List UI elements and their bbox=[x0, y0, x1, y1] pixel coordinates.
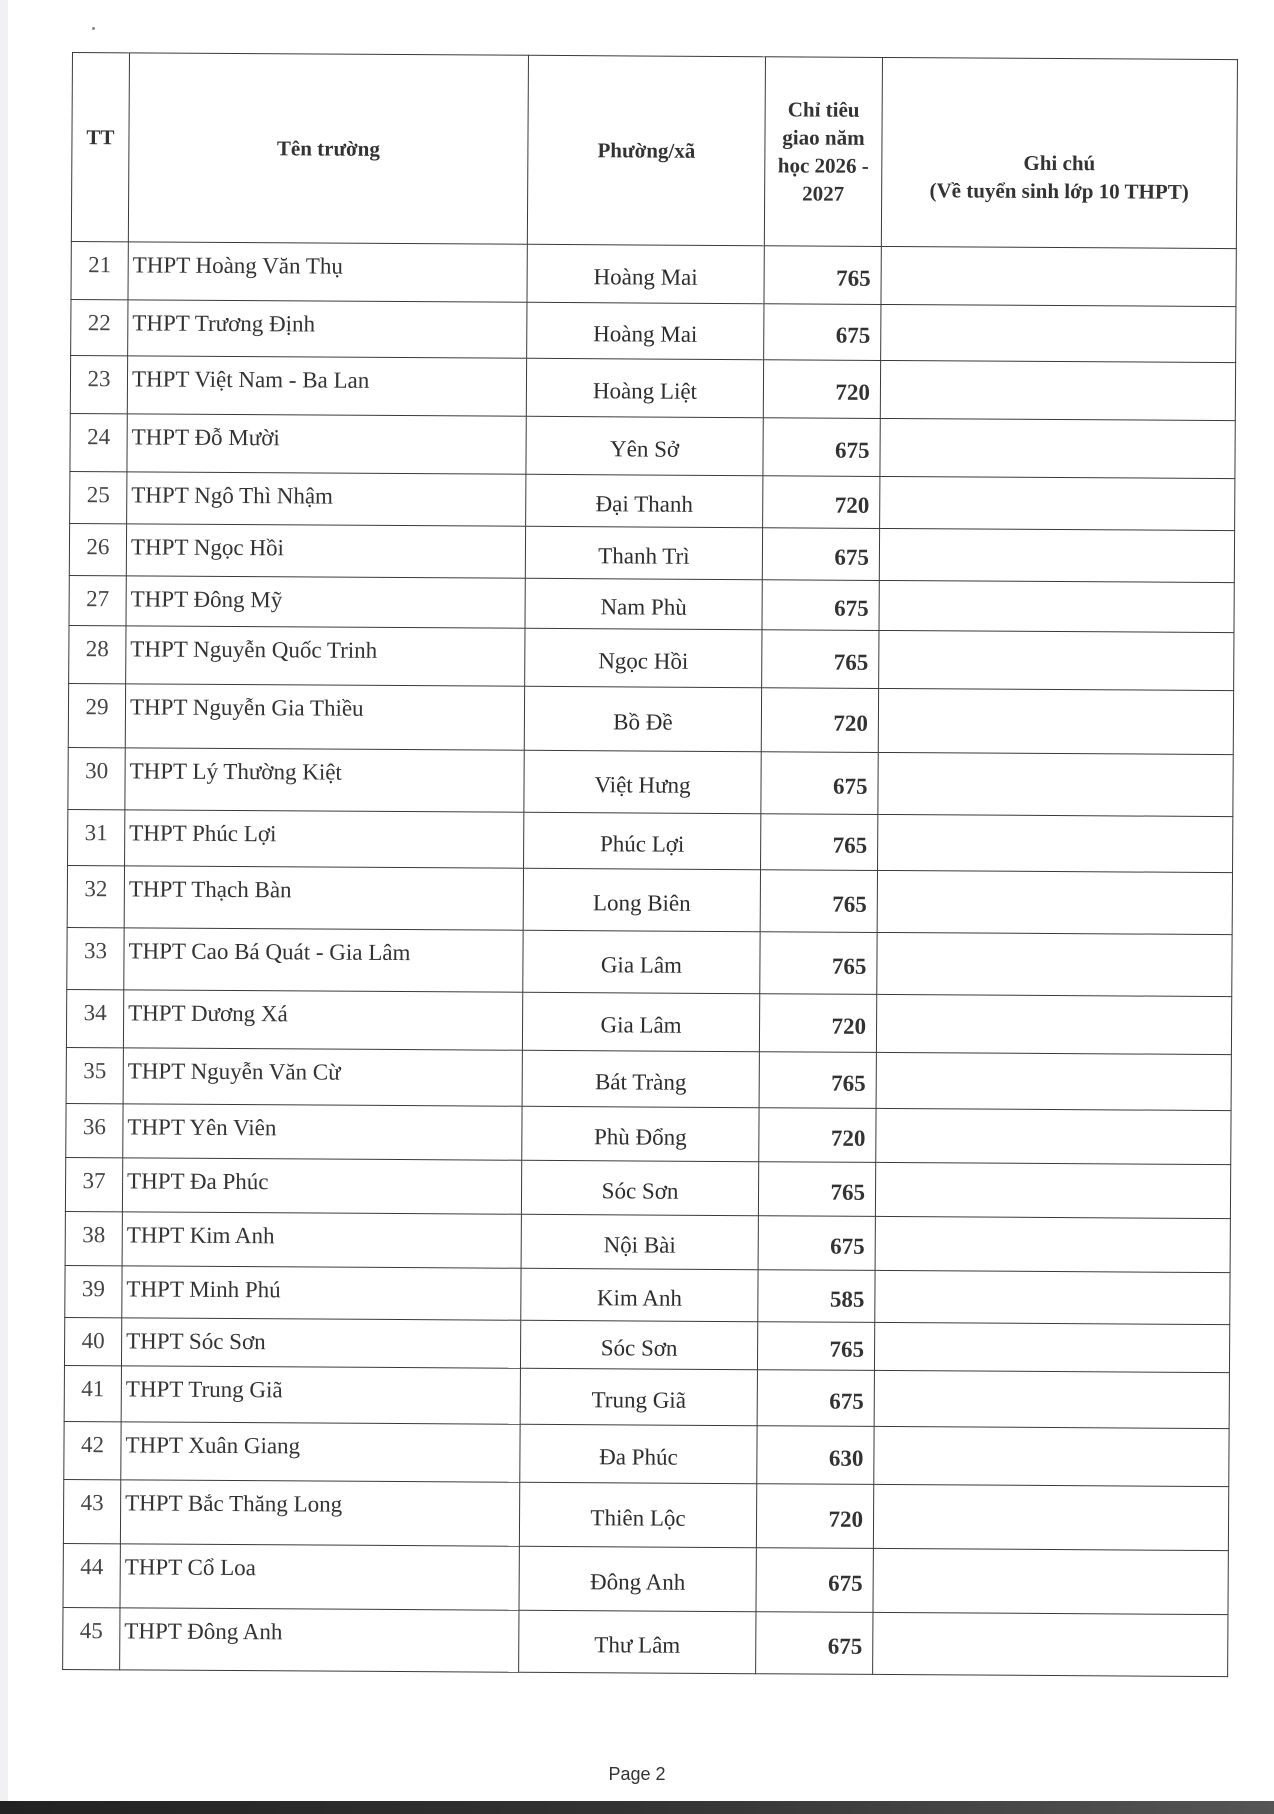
row-ward: Phù Đổng bbox=[522, 1106, 759, 1161]
row-quota: 720 bbox=[756, 1484, 873, 1549]
header-note-line: Ghi chú bbox=[1023, 150, 1096, 176]
row-note bbox=[877, 932, 1232, 996]
table-row bbox=[70, 355, 1235, 420]
row-school-name: THPT Hoàng Văn Thụ bbox=[128, 242, 527, 302]
row-school-name: THPT Việt Nam - Ba Lan bbox=[127, 356, 526, 416]
row-school-name: THPT Trương Định bbox=[128, 300, 527, 358]
row-note bbox=[877, 870, 1232, 934]
row-note bbox=[873, 1612, 1228, 1676]
row-tt: 24 bbox=[70, 413, 127, 471]
row-tt: 28 bbox=[69, 625, 126, 683]
row-tt: 44 bbox=[63, 1543, 120, 1607]
row-tt: 33 bbox=[67, 927, 124, 989]
row-ward: Bồ Đề bbox=[524, 686, 761, 751]
row-ward: Nội Bài bbox=[521, 1214, 758, 1269]
table-row bbox=[65, 1157, 1230, 1218]
row-school-name: THPT Phúc Lợi bbox=[125, 810, 524, 868]
table-row bbox=[63, 1607, 1228, 1676]
table-row bbox=[68, 747, 1233, 816]
row-school-name: THPT Bắc Thăng Long bbox=[120, 1480, 519, 1546]
row-school-name: THPT Nguyễn Văn Cừ bbox=[123, 1048, 522, 1106]
row-quota: 675 bbox=[757, 1370, 874, 1427]
table-row bbox=[70, 471, 1235, 530]
table-header-row bbox=[71, 53, 1237, 249]
table-row bbox=[65, 1265, 1230, 1324]
row-tt: 35 bbox=[66, 1047, 123, 1103]
row-quota: 675 bbox=[758, 1216, 875, 1271]
row-ward: Ngọc Hồi bbox=[525, 628, 762, 687]
row-school-name: THPT Kim Anh bbox=[122, 1212, 521, 1268]
row-tt: 29 bbox=[68, 683, 125, 747]
table-body bbox=[63, 241, 1237, 1676]
row-tt: 42 bbox=[64, 1421, 121, 1479]
row-tt: 38 bbox=[65, 1211, 122, 1265]
header-ward: Phường/xã bbox=[527, 55, 765, 245]
table-row bbox=[66, 1047, 1231, 1110]
row-quota: 675 bbox=[761, 752, 878, 815]
row-note bbox=[875, 1162, 1230, 1218]
row-tt: 21 bbox=[71, 241, 128, 299]
scan-speck bbox=[92, 27, 95, 30]
row-school-name: THPT Ngọc Hồi bbox=[126, 524, 525, 578]
row-quota: 720 bbox=[759, 1108, 876, 1163]
row-school-name: THPT Dương Xá bbox=[123, 990, 522, 1050]
row-tt: 45 bbox=[63, 1607, 120, 1669]
table-row bbox=[64, 1365, 1229, 1428]
row-note bbox=[875, 1216, 1230, 1272]
header-note bbox=[881, 57, 1237, 248]
row-quota: 765 bbox=[761, 814, 878, 871]
table-row bbox=[69, 625, 1234, 690]
row-quota: 675 bbox=[762, 580, 879, 631]
row-note bbox=[876, 1052, 1231, 1110]
row-tt: 26 bbox=[69, 523, 126, 575]
header-quota-line: Chỉ tiêu bbox=[787, 97, 860, 122]
row-ward: Sóc Sơn bbox=[521, 1160, 758, 1215]
row-note bbox=[876, 1108, 1231, 1164]
table-row bbox=[69, 523, 1234, 582]
row-note bbox=[880, 476, 1235, 530]
row-tt: 40 bbox=[64, 1317, 121, 1365]
screen-bottom-bar bbox=[0, 1801, 1274, 1814]
row-quota: 765 bbox=[760, 932, 877, 995]
row-tt: 22 bbox=[71, 299, 128, 355]
row-ward: Hoàng Mai bbox=[527, 244, 764, 303]
row-ward: Phúc Lợi bbox=[524, 812, 761, 869]
row-note bbox=[874, 1370, 1229, 1428]
row-school-name: THPT Ngô Thì Nhậm bbox=[127, 472, 526, 526]
row-quota: 765 bbox=[760, 870, 877, 933]
row-ward: Yên Sở bbox=[526, 416, 763, 475]
header-quota-line: học 2026 - bbox=[777, 153, 869, 178]
page-number: Page 2 bbox=[608, 1764, 666, 1784]
row-tt: 31 bbox=[68, 809, 125, 865]
row-note bbox=[880, 360, 1235, 420]
row-ward: Đa Phúc bbox=[520, 1424, 757, 1483]
row-school-name: THPT Đông Anh bbox=[120, 1608, 519, 1672]
row-ward: Kim Anh bbox=[521, 1268, 758, 1321]
row-note bbox=[878, 688, 1233, 754]
row-quota: 720 bbox=[763, 360, 880, 419]
row-school-name: THPT Lý Thường Kiệt bbox=[125, 748, 524, 812]
row-quota: 675 bbox=[764, 304, 881, 361]
row-tt: 37 bbox=[65, 1157, 122, 1211]
row-note bbox=[874, 1426, 1229, 1486]
row-quota: 765 bbox=[757, 1322, 874, 1371]
row-school-name: THPT Xuân Giang bbox=[121, 1422, 520, 1482]
row-tt: 34 bbox=[66, 989, 123, 1047]
table-row bbox=[67, 927, 1232, 996]
table-row bbox=[64, 1317, 1229, 1372]
header-quota bbox=[764, 57, 882, 247]
row-ward: Thiên Lộc bbox=[519, 1482, 756, 1547]
row-quota: 720 bbox=[761, 688, 878, 753]
row-school-name: THPT Trung Giã bbox=[121, 1366, 520, 1424]
header-quota-line: giao năm bbox=[782, 125, 865, 150]
row-school-name: THPT Yên Viên bbox=[123, 1104, 522, 1160]
row-ward: Việt Hưng bbox=[524, 750, 761, 813]
table-row bbox=[65, 1211, 1230, 1272]
row-note bbox=[881, 246, 1236, 306]
row-note bbox=[875, 1270, 1230, 1324]
row-school-name: THPT Nguyễn Gia Thiều bbox=[125, 684, 524, 750]
row-ward: Đông Anh bbox=[519, 1546, 756, 1611]
row-ward: Bát Tràng bbox=[522, 1050, 759, 1107]
row-note bbox=[880, 418, 1235, 478]
row-tt: 36 bbox=[66, 1103, 123, 1157]
row-tt: 32 bbox=[67, 865, 124, 927]
row-school-name: THPT Sóc Sơn bbox=[121, 1318, 520, 1368]
row-tt: 30 bbox=[68, 747, 125, 809]
row-ward: Hoàng Liệt bbox=[526, 358, 763, 417]
table-row bbox=[71, 241, 1236, 306]
row-tt: 23 bbox=[70, 355, 127, 413]
row-quota: 675 bbox=[756, 1548, 873, 1613]
row-quota: 765 bbox=[764, 246, 881, 305]
table-row bbox=[63, 1479, 1228, 1550]
row-note bbox=[873, 1484, 1228, 1550]
row-tt: 41 bbox=[64, 1365, 121, 1421]
row-school-name: THPT Đỗ Mười bbox=[127, 414, 526, 474]
row-note bbox=[878, 814, 1233, 872]
row-ward: Long Biên bbox=[523, 868, 760, 931]
row-school-name: THPT Thạch Bàn bbox=[124, 866, 523, 930]
row-ward: Sóc Sơn bbox=[520, 1320, 757, 1369]
row-school-name: THPT Cổ Loa bbox=[120, 1544, 519, 1610]
page-edge bbox=[0, 0, 8, 1814]
row-note bbox=[876, 994, 1231, 1054]
row-ward: Trung Giã bbox=[520, 1368, 757, 1425]
row-ward: Hoàng Mai bbox=[527, 302, 764, 359]
row-ward: Đại Thanh bbox=[526, 474, 763, 527]
header-tt: TT bbox=[71, 53, 129, 242]
row-tt: 27 bbox=[69, 575, 126, 625]
row-note bbox=[878, 752, 1233, 816]
row-school-name: THPT Cao Bá Quát - Gia Lâm bbox=[124, 928, 523, 992]
row-note bbox=[874, 1322, 1229, 1372]
row-note bbox=[879, 580, 1234, 632]
row-school-name: THPT Nguyễn Quốc Trinh bbox=[126, 626, 525, 686]
row-quota: 765 bbox=[758, 1162, 875, 1217]
row-quota: 585 bbox=[758, 1270, 875, 1323]
table-row bbox=[71, 299, 1236, 362]
header-school-name: Tên trường bbox=[128, 53, 528, 244]
row-quota: 720 bbox=[759, 994, 876, 1053]
row-note bbox=[873, 1548, 1228, 1614]
row-ward: Gia Lâm bbox=[522, 992, 759, 1051]
row-quota: 675 bbox=[763, 418, 880, 477]
row-quota: 765 bbox=[762, 630, 879, 689]
school-quota-table bbox=[62, 52, 1238, 1677]
table-row bbox=[67, 865, 1232, 934]
row-ward: Nam Phù bbox=[525, 578, 762, 629]
row-ward: Gia Lâm bbox=[523, 930, 760, 993]
table-row bbox=[68, 683, 1233, 754]
row-quota: 630 bbox=[757, 1426, 874, 1485]
header-note-line: (Về tuyển sinh lớp 10 THPT) bbox=[929, 178, 1189, 204]
header-quota-line: 2027 bbox=[802, 181, 845, 206]
row-school-name: THPT Đông Mỹ bbox=[126, 576, 525, 628]
row-tt: 25 bbox=[70, 471, 127, 523]
row-quota: 675 bbox=[762, 528, 879, 581]
table-row bbox=[70, 413, 1235, 478]
row-tt: 43 bbox=[63, 1479, 120, 1543]
table-row bbox=[68, 809, 1233, 872]
row-school-name: THPT Minh Phú bbox=[122, 1266, 521, 1320]
row-ward: Thanh Trì bbox=[525, 526, 762, 579]
table-row bbox=[64, 1421, 1229, 1486]
row-ward: Thư Lâm bbox=[519, 1610, 756, 1673]
row-quota: 765 bbox=[759, 1052, 876, 1109]
row-note bbox=[881, 304, 1236, 362]
row-note bbox=[879, 630, 1234, 690]
table-row bbox=[63, 1543, 1228, 1614]
row-quota: 720 bbox=[763, 476, 880, 529]
row-quota: 675 bbox=[756, 1612, 873, 1675]
row-tt: 39 bbox=[65, 1265, 122, 1317]
table-row bbox=[66, 1103, 1231, 1164]
row-note bbox=[879, 528, 1234, 582]
table-row bbox=[69, 575, 1234, 632]
table-row bbox=[66, 989, 1231, 1054]
row-school-name: THPT Đa Phúc bbox=[122, 1158, 521, 1214]
